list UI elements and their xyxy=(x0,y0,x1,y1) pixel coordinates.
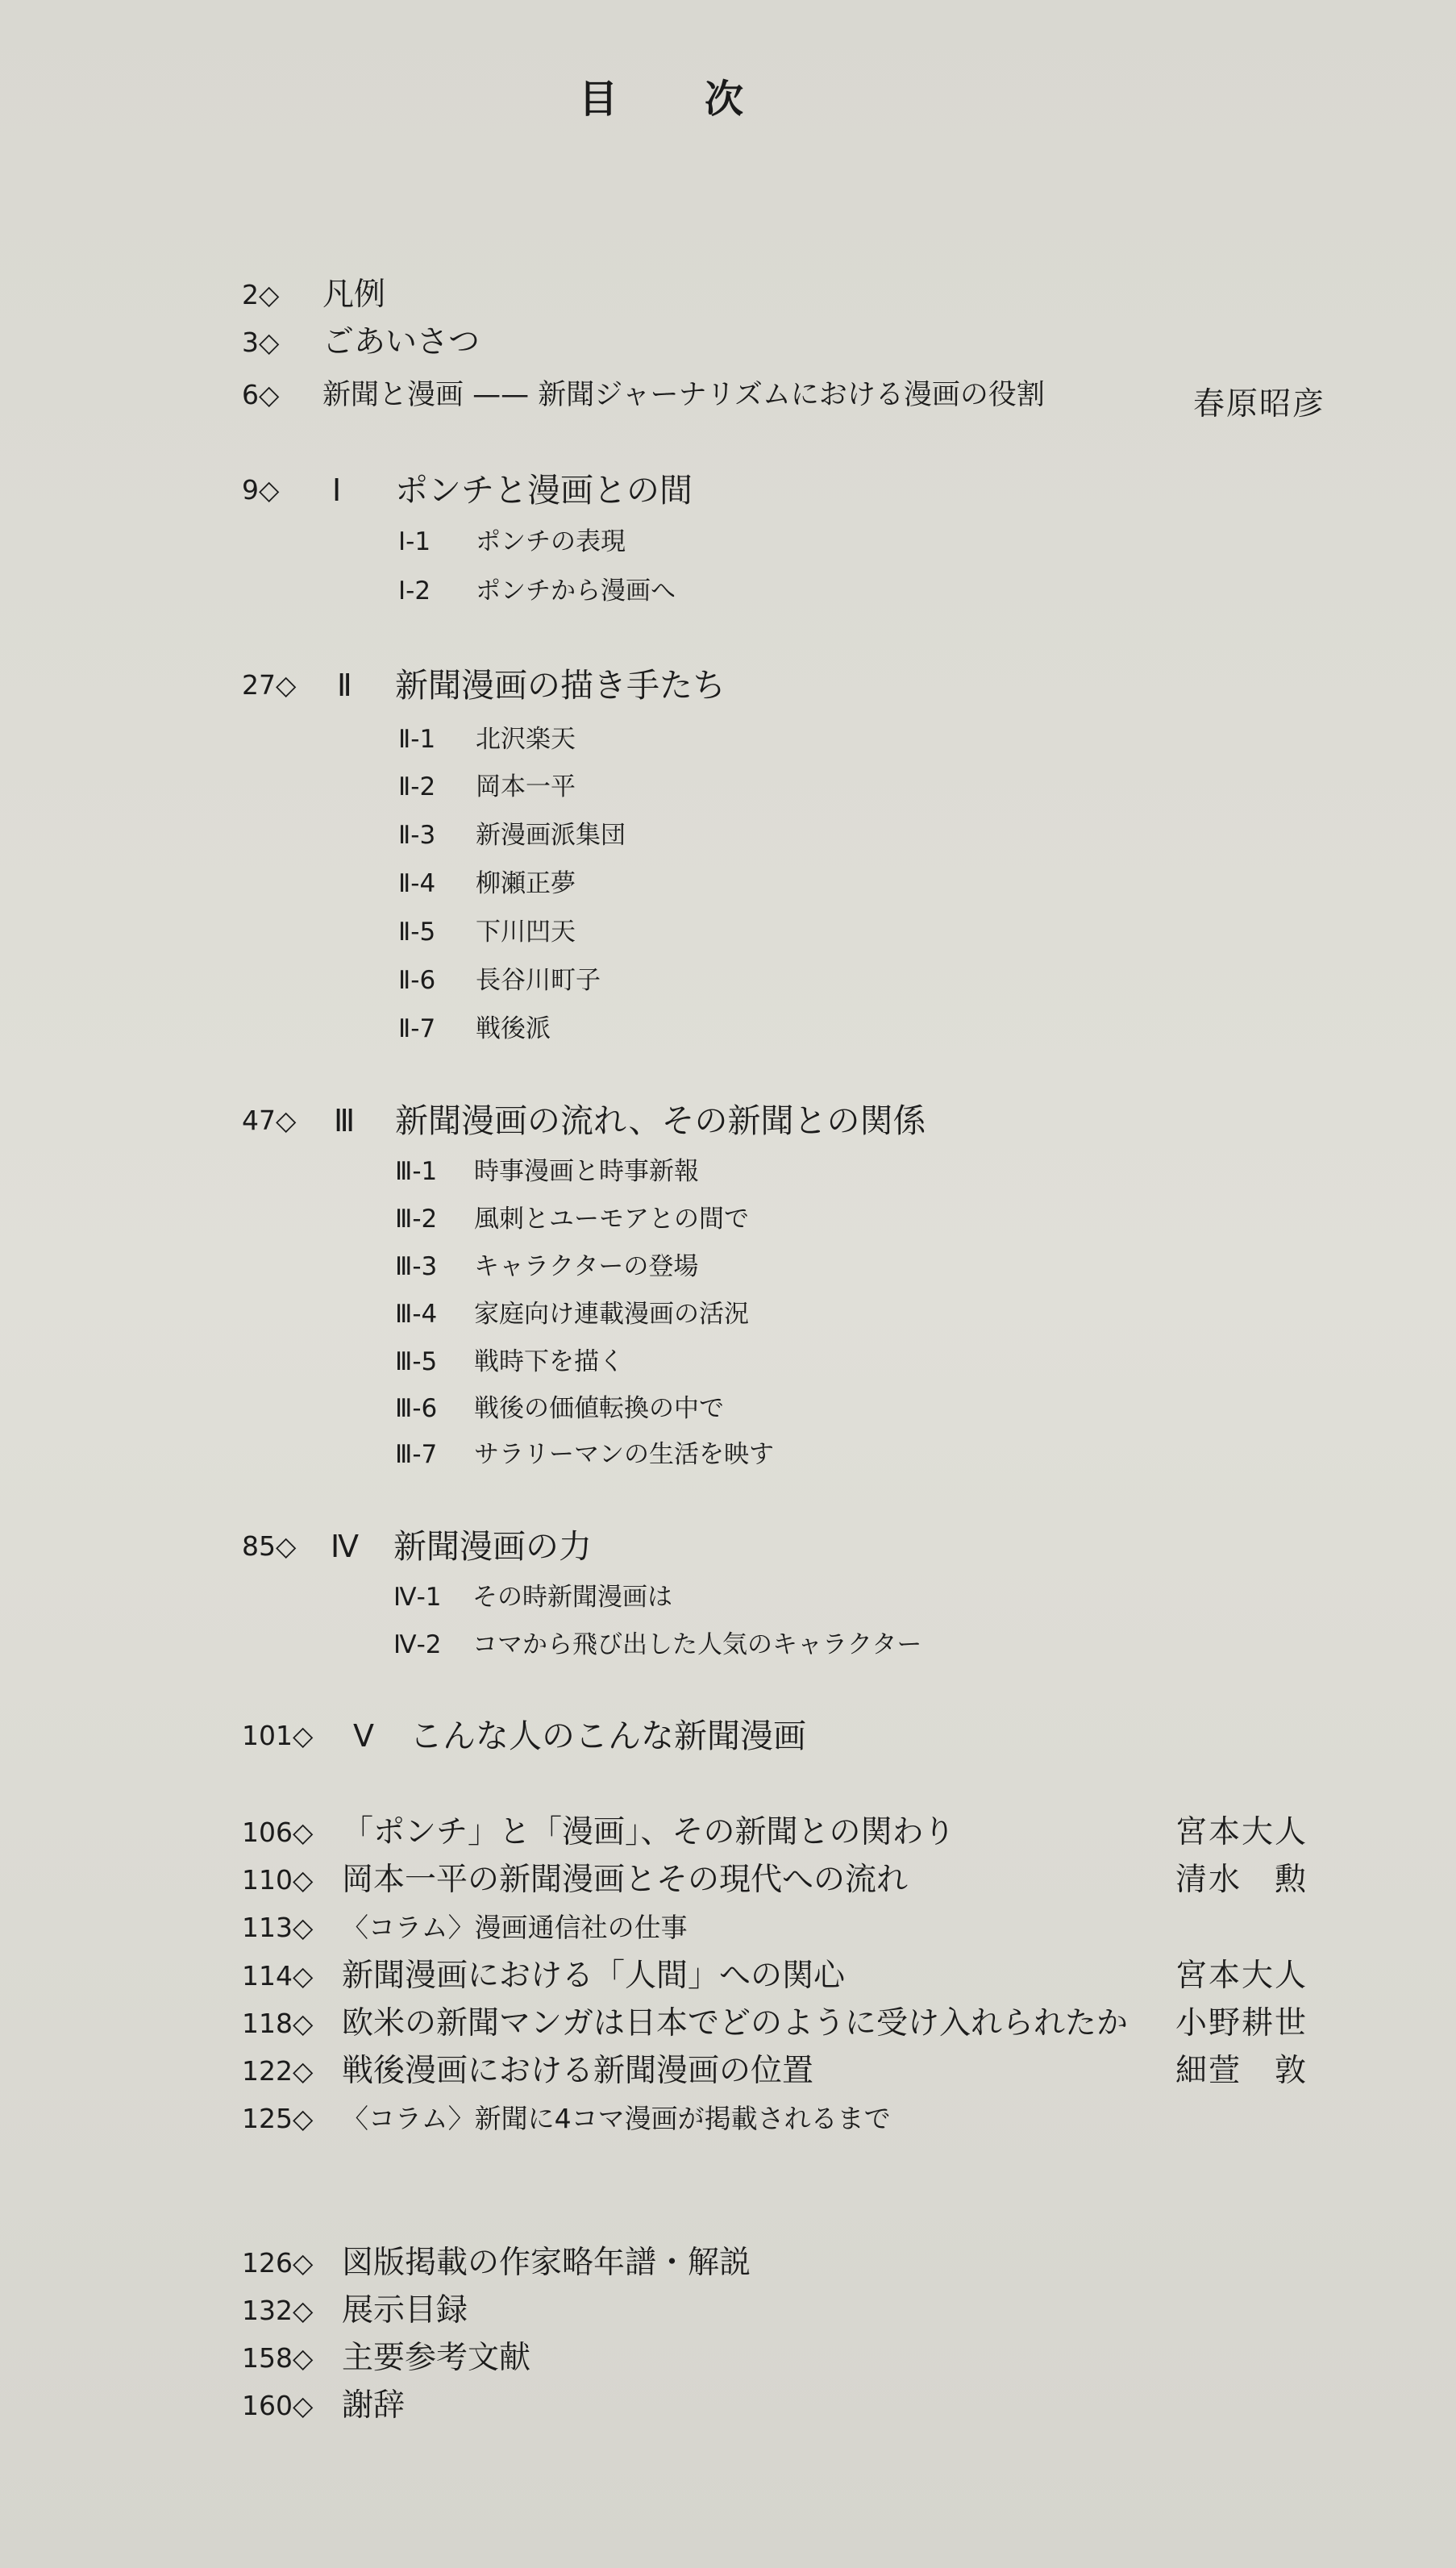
section-number: Ⅰ-2 xyxy=(398,576,431,606)
section-title: 長谷川町子 xyxy=(476,966,601,995)
chapter-heading xyxy=(0,1712,1456,1760)
section-number: Ⅳ-1 xyxy=(393,1583,442,1612)
section-entry xyxy=(0,1147,1456,1196)
toc-entry xyxy=(0,2095,1456,2143)
section-entry xyxy=(0,908,1456,956)
page-number: 47◇ xyxy=(242,1105,297,1136)
section-title: 戦後の価値転換の中で xyxy=(474,1394,724,1423)
entry-author: 宮本大人 xyxy=(1175,1814,1308,1850)
section-number: Ⅲ-2 xyxy=(395,1205,438,1234)
chapter-heading xyxy=(0,661,1456,710)
section-entry xyxy=(0,1195,1456,1243)
chapter-heading xyxy=(0,1522,1456,1571)
section-number: Ⅲ-3 xyxy=(395,1252,438,1281)
chapter-number: Ⅰ xyxy=(332,472,342,508)
section-title: ポンチの表現 xyxy=(476,527,626,556)
section-entry xyxy=(0,956,1456,1005)
page-number: 3◇ xyxy=(242,327,280,358)
toc-entry xyxy=(0,271,1456,319)
section-title: 北沢楽天 xyxy=(476,725,576,754)
chapter-number: Ⅱ xyxy=(337,668,352,703)
entry-author: 春原昭彦 xyxy=(1193,386,1326,422)
section-entry xyxy=(0,1338,1456,1386)
chapter-heading xyxy=(0,1097,1456,1145)
toc-entry xyxy=(0,2000,1456,2048)
entry-title: 展示目録 xyxy=(342,2292,468,2329)
toc-entry xyxy=(0,2287,1456,2335)
page-number: 6◇ xyxy=(242,379,280,410)
toc-entry xyxy=(0,1904,1456,1952)
section-entry xyxy=(0,1290,1456,1338)
section-entry xyxy=(0,1621,1456,1669)
page-number: 85◇ xyxy=(242,1530,297,1562)
toc-entry xyxy=(0,2047,1456,2096)
entry-author: 清水 勲 xyxy=(1175,1862,1308,1898)
page-number: 101◇ xyxy=(242,1720,314,1751)
section-number: Ⅲ-6 xyxy=(395,1394,438,1423)
section-number: Ⅲ-7 xyxy=(395,1440,438,1469)
section-entry xyxy=(0,1005,1456,1053)
section-number: Ⅱ-6 xyxy=(398,966,436,995)
chapter-title: 新聞漫画の描き手たち xyxy=(395,666,726,705)
chapter-title: 新聞漫画の力 xyxy=(393,1527,592,1566)
page-number: 132◇ xyxy=(242,2295,314,2326)
entry-title: 新聞漫画における「人間」への関心 xyxy=(342,1958,846,1994)
entry-author: 細萱 敦 xyxy=(1175,2053,1308,2089)
section-number: Ⅱ-7 xyxy=(398,1014,436,1043)
toc-entry xyxy=(0,2239,1456,2287)
section-entry xyxy=(0,1573,1456,1621)
section-number: Ⅱ-2 xyxy=(398,772,436,801)
section-title: ポンチから漫画へ xyxy=(476,576,676,606)
section-number: Ⅰ-1 xyxy=(398,527,431,556)
toc-entry xyxy=(0,318,1456,367)
section-entry xyxy=(0,811,1456,859)
section-title: コマから飛び出した人気のキャラクター xyxy=(472,1630,922,1659)
section-title: 風刺とユーモアとの間で xyxy=(474,1205,749,1234)
section-number: Ⅱ-1 xyxy=(398,725,436,754)
section-entry xyxy=(0,567,1456,615)
entry-title: 「ポンチ」と「漫画」、その新聞との関わり xyxy=(342,1814,955,1850)
page-number: 160◇ xyxy=(242,2390,314,2421)
section-number: Ⅱ-3 xyxy=(398,821,436,850)
entry-title: 新聞と漫画 —— 新聞ジャーナリズムにおける漫画の役割 xyxy=(322,379,1045,411)
chapter-heading xyxy=(0,466,1456,514)
page-title: 目 次 xyxy=(579,77,768,122)
page-number: 106◇ xyxy=(242,1817,314,1848)
section-number: Ⅲ-1 xyxy=(395,1157,438,1186)
entry-title: 謝辞 xyxy=(342,2387,406,2424)
page-number: 122◇ xyxy=(242,2055,314,2087)
chapter-title: こんな人のこんな新聞漫画 xyxy=(410,1717,806,1755)
chapter-number: Ⅳ xyxy=(331,1529,360,1564)
chapter-title: ポンチと漫画との間 xyxy=(395,471,693,510)
page-number: 158◇ xyxy=(242,2342,314,2374)
section-number: Ⅱ-5 xyxy=(398,918,436,947)
chapter-number: Ⅲ xyxy=(334,1103,356,1138)
section-entry xyxy=(0,1242,1456,1291)
section-number: Ⅲ-4 xyxy=(395,1300,438,1329)
entry-title: 凡例 xyxy=(322,277,386,313)
entry-title: ごあいさつ xyxy=(322,324,480,360)
section-title: 新漫画派集団 xyxy=(476,821,626,850)
section-entry xyxy=(0,763,1456,811)
section-title: 戦後派 xyxy=(476,1014,551,1043)
section-entry xyxy=(0,859,1456,908)
section-entry xyxy=(0,518,1456,566)
entry-title: 図版掲載の作家略年譜・解説 xyxy=(342,2245,751,2281)
entry-title: 〈コラム〉漫画通信社の仕事 xyxy=(342,1912,688,1943)
section-title: 岡本一平 xyxy=(476,772,576,801)
chapter-title: 新聞漫画の流れ、その新聞との関係 xyxy=(395,1101,926,1140)
page-number: 2◇ xyxy=(242,279,280,310)
toc-entry xyxy=(0,2382,1456,2430)
section-number: Ⅲ-5 xyxy=(395,1347,438,1376)
entry-title: 〈コラム〉新聞に4コマ漫画が掲載されるまで xyxy=(342,2103,891,2134)
entry-author: 宮本大人 xyxy=(1175,1958,1308,1994)
page-number: 118◇ xyxy=(242,2008,314,2039)
entry-author: 小野耕世 xyxy=(1175,2005,1308,2041)
section-entry xyxy=(0,1430,1456,1479)
section-entry xyxy=(0,715,1456,764)
section-title: 家庭向け連載漫画の活況 xyxy=(474,1300,749,1329)
section-title: 時事漫画と時事新報 xyxy=(474,1157,699,1186)
toc-entry xyxy=(0,2334,1456,2383)
entry-title: 主要参考文献 xyxy=(342,2340,531,2376)
page-number: 126◇ xyxy=(242,2247,314,2279)
page-number: 110◇ xyxy=(242,1864,314,1896)
section-title: サラリーマンの生活を映す xyxy=(474,1440,774,1469)
page-number: 125◇ xyxy=(242,2103,314,2134)
entry-title: 岡本一平の新聞漫画とその現代への流れ xyxy=(342,1862,909,1898)
section-number: Ⅳ-2 xyxy=(393,1630,442,1659)
section-title: キャラクターの登場 xyxy=(474,1252,699,1281)
toc-entry xyxy=(0,371,1456,422)
chapter-number: Ⅴ xyxy=(353,1718,374,1754)
section-title: 柳瀬正夢 xyxy=(476,869,576,898)
page-number: 9◇ xyxy=(242,474,280,506)
entry-title: 欧米の新聞マンガは日本でどのように受け入れられたか xyxy=(342,2005,1129,2041)
toc-entry xyxy=(0,1952,1456,2000)
section-title: その時新聞漫画は xyxy=(472,1583,672,1612)
section-number: Ⅱ-4 xyxy=(398,869,436,898)
entry-title: 戦後漫画における新聞漫画の位置 xyxy=(342,2053,814,2089)
page-number: 27◇ xyxy=(242,669,297,701)
toc-entry xyxy=(0,1856,1456,1904)
page-number: 114◇ xyxy=(242,1960,314,1992)
section-title: 戦時下を描く xyxy=(474,1347,624,1376)
toc-entry xyxy=(0,1808,1456,1857)
section-title: 下川凹天 xyxy=(476,918,576,947)
page-number: 113◇ xyxy=(242,1912,314,1943)
section-entry xyxy=(0,1384,1456,1433)
